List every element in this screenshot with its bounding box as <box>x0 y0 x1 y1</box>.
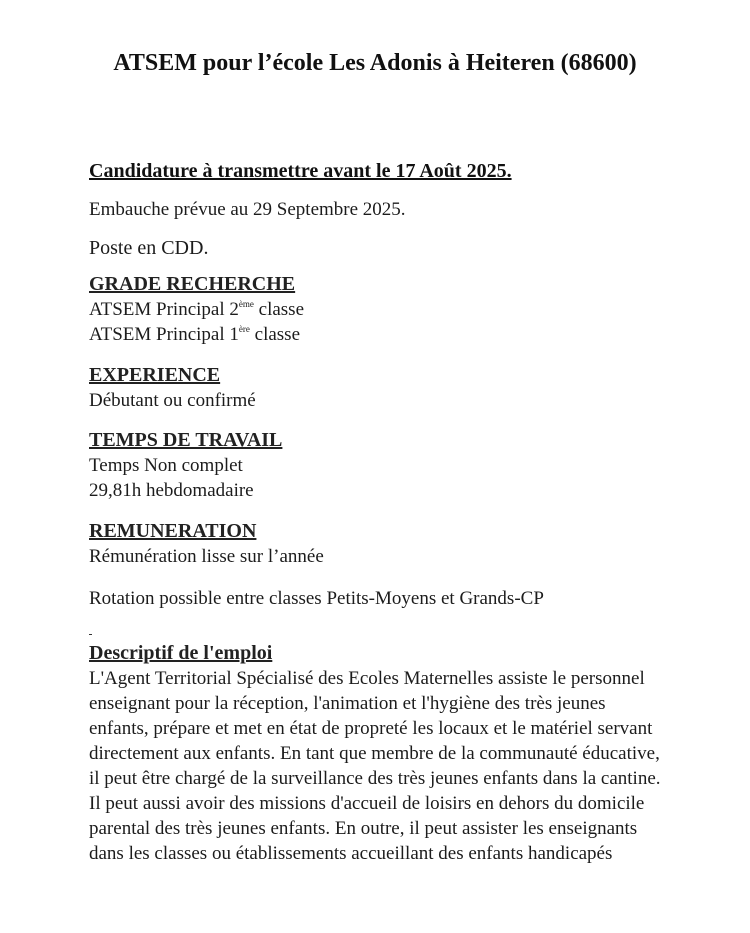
description-text: L'Agent Territorial Spécialisé des Ecoles Maternelles assiste le personnel enseignant pour la réception, l'animation et l'hygiène des très jeunes enfants, prépare et met en état de propreté les locaux et le matériel servant directement aux enfants. En tant que membre de la communauté éducative, il peut être chargé de la surveillance des très jeunes enfants dans la cantine. Il peut aussi avoir des missions d'accueil de loisirs en dehors du domicile parental des très jeunes enfants. En outre, il peut assister les enseignants dans les classes ou établissements accueillant des enfants handicapés <box>89 668 661 864</box>
grade-line-1: ATSEM Principal 2ème classe <box>89 298 305 320</box>
experience-value: Débutant ou confirmé <box>89 390 256 411</box>
working-time-line-2: 29,81h hebdomadaire <box>89 480 254 501</box>
remuneration-heading: REMUNERATION <box>89 520 257 542</box>
grade-section <box>89 272 304 347</box>
page-title: ATSEM pour l’école Les Adonis à Heiteren (68600) <box>113 50 637 76</box>
grade-heading: GRADE RECHERCHE <box>89 273 296 295</box>
contract-type: Poste en CDD. <box>89 237 209 259</box>
description-section <box>89 641 669 866</box>
hire-date: Embauche prévue au 29 Septembre 2025. <box>89 199 406 220</box>
experience-section <box>89 363 256 413</box>
remuneration-value: Rémunération lisse sur l’année <box>89 546 324 567</box>
grade-line-2: ATSEM Principal 1ère classe <box>89 323 301 345</box>
experience-heading: EXPERIENCE <box>89 364 221 386</box>
remuneration-section <box>89 519 324 569</box>
rotation-note: Rotation possible entre classes Petits-Moyens et Grands-CP <box>89 588 544 609</box>
working-time-heading: TEMPS DE TRAVAIL <box>89 429 283 451</box>
working-time-line-1: Temps Non complet <box>89 455 243 476</box>
application-deadline: Candidature à transmettre avant le 17 Août 2025. <box>89 160 512 182</box>
description-heading: Descriptif de l'emploi <box>89 642 273 664</box>
underline-mark <box>89 634 92 635</box>
working-time-section <box>89 428 282 503</box>
